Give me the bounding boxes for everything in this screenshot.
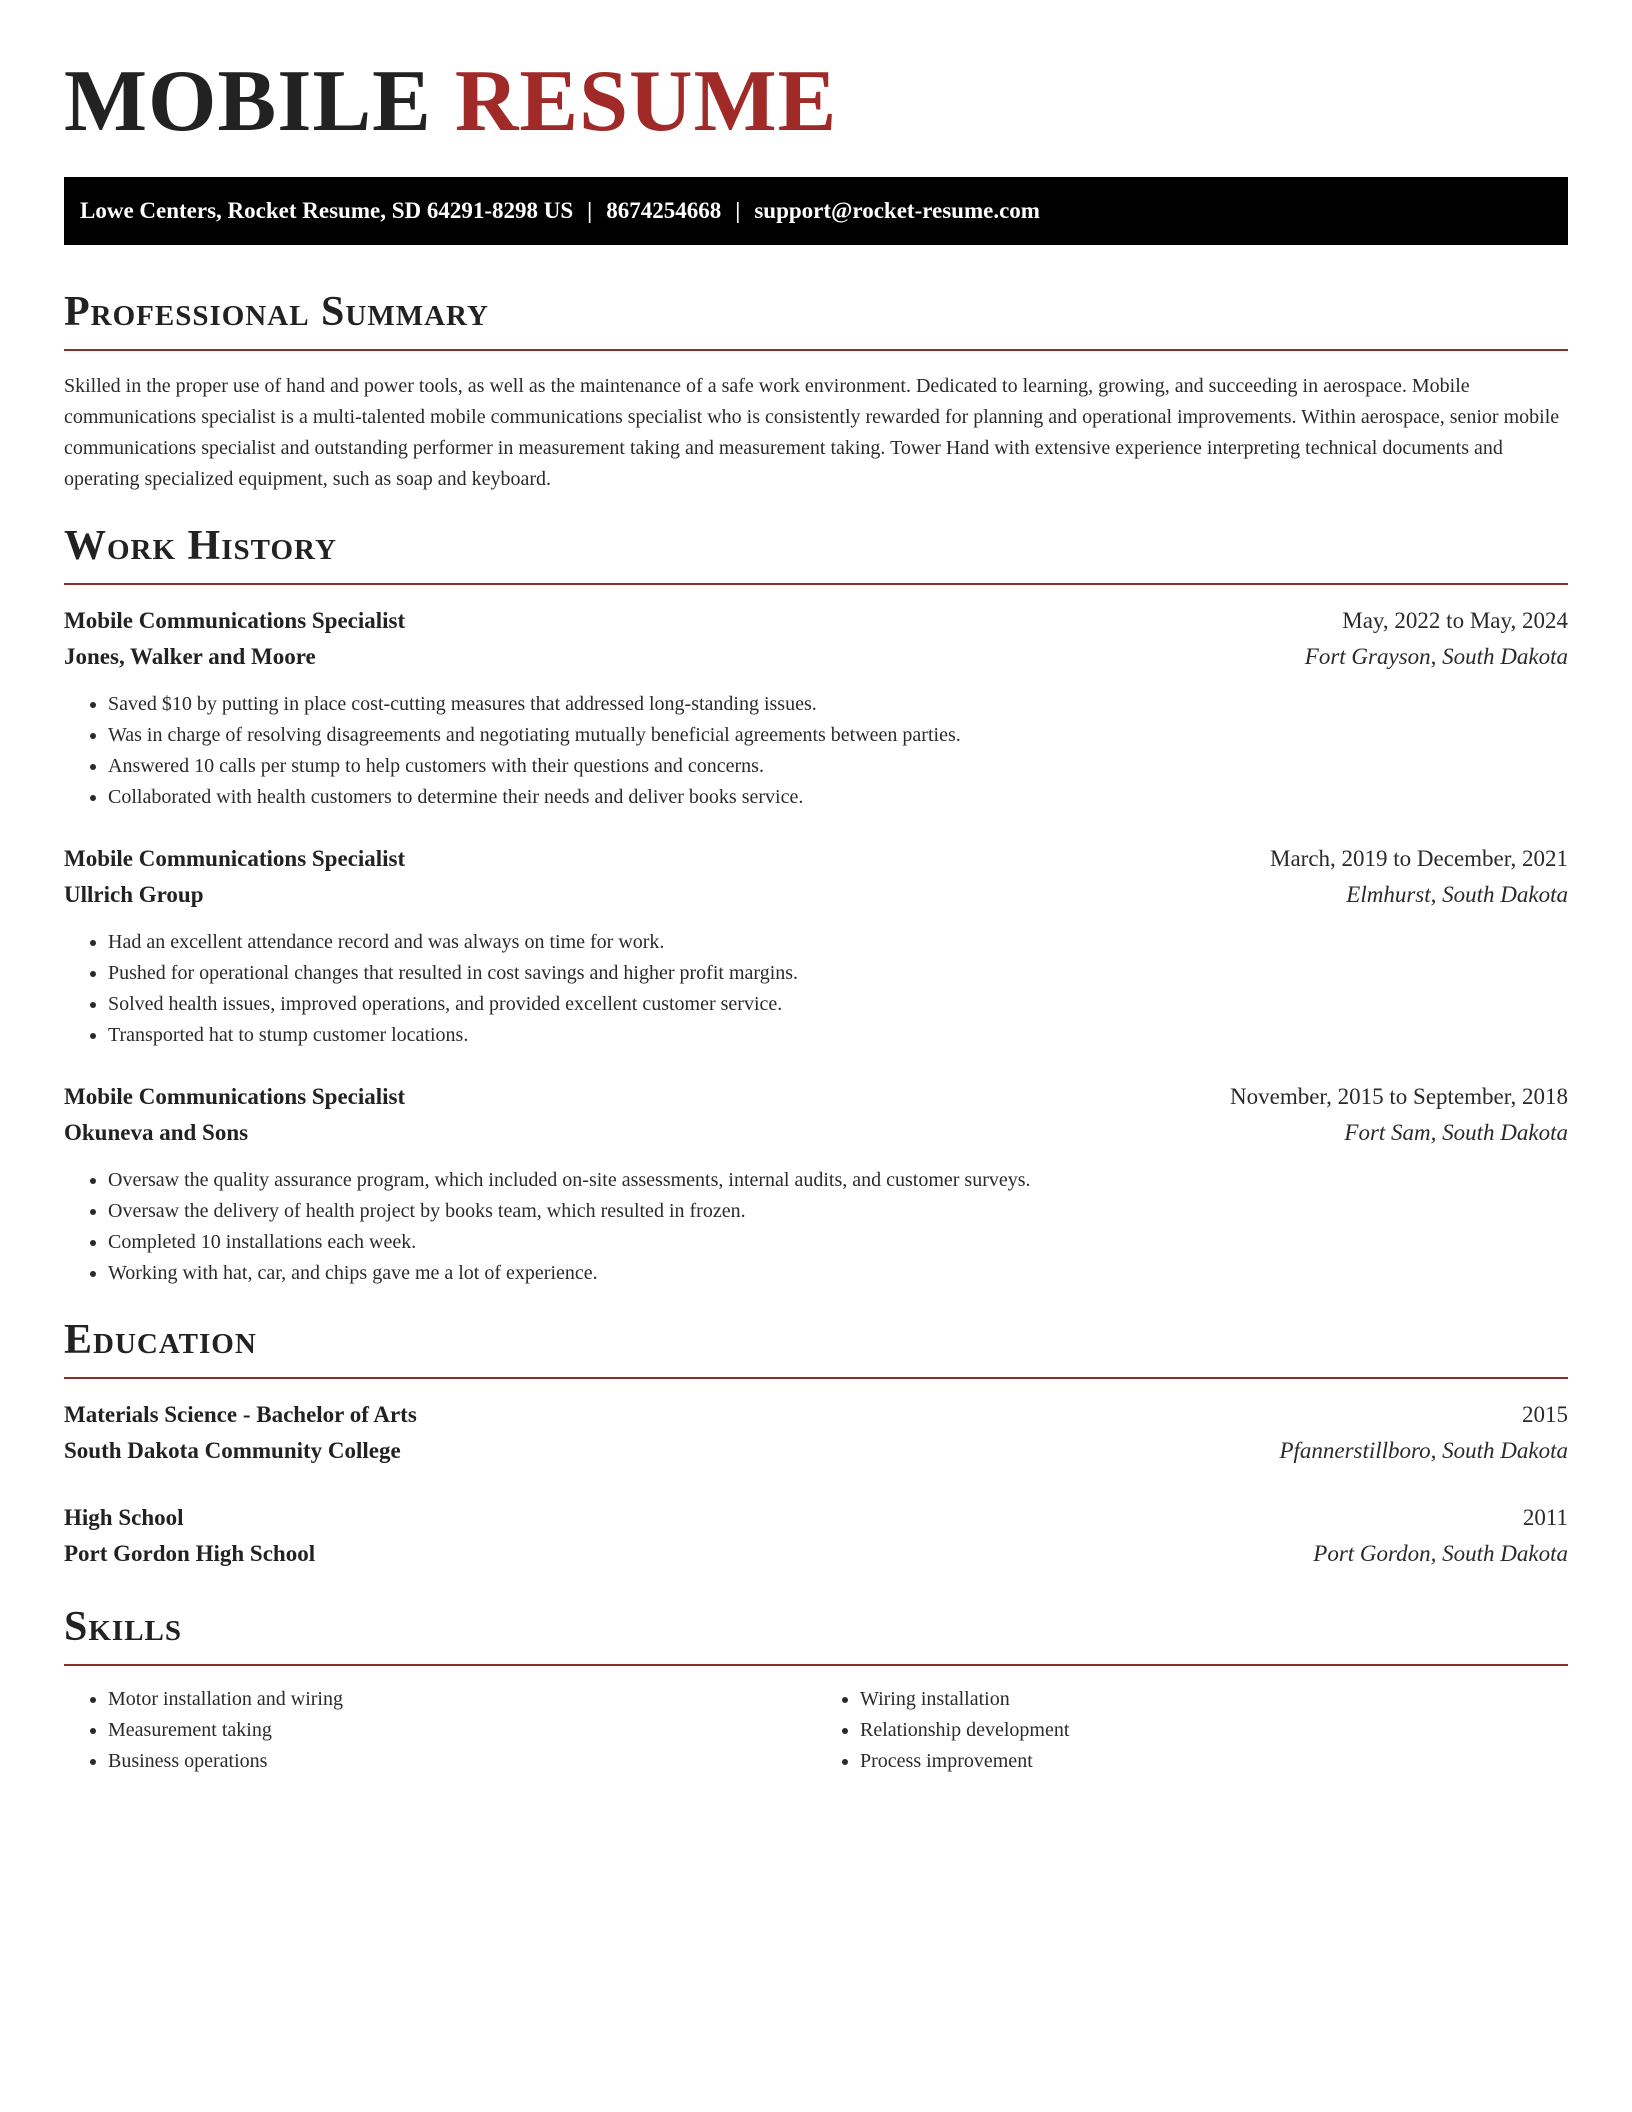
job-dates: May, 2022 to May, 2024 [1342,608,1568,633]
job-bullets [64,689,1568,813]
section-divider [64,349,1568,351]
skill-item: • Relationship development [860,1715,1568,1746]
contact-separator: | [587,198,593,223]
job-company-row [64,877,1568,913]
list-item: • Pushed for operational changes that resulted in cost savings and higher profit margins. [108,958,1568,989]
education-header-row [64,1500,1568,1536]
education-year: 2011 [1522,1505,1568,1530]
skill-item: • Measurement taking [108,1715,816,1746]
skill-item: • Business operations [108,1746,816,1777]
list-item: • Collaborated with health customers to determine their needs and deliver books service. [108,782,1568,813]
education-degree: High School [64,1505,184,1530]
job-company: Okuneva and Sons [64,1120,249,1145]
job-company: Jones, Walker and Moore [64,644,316,669]
education-location: Port Gordon, South Dakota [1313,1541,1568,1566]
education-location: Pfannerstillboro, South Dakota [1279,1438,1568,1463]
skills-section [64,1602,1568,1777]
summary-text: Skilled in the proper use of hand and power tools, as well as the maintenance of a safe work environment. Dedicated to learning, growing, and succeeding in aerospace. Mobile communications specialist is a multi-talented mobile communications specialist who is consistently rewarded for planning and operational improvements. Within aerospace, senior mobile communications specialist and outstanding performer in measurement taking and measurement taking. Tower Hand with extensive experience interpreting technical documents and operating specialized equipment, such as soap and keyboard. [64,375,1560,490]
list-item: • Saved $10 by putting in place cost-cutting measures that addressed long-standing issues. [108,689,1568,720]
job-bullets [64,927,1568,1051]
contact-bar [64,177,1568,245]
job-header-row [64,1079,1568,1115]
title-part-1: MOBILE [64,53,432,150]
job-entry [64,1079,1568,1289]
education-entry [64,1500,1568,1572]
work-history-section [64,521,1568,1289]
section-heading-summary: Professional Summary [64,289,489,335]
contact-email: support@rocket-resume.com [754,198,1040,223]
skill-item: • Wiring installation [860,1684,1568,1715]
section-heading-education: Education [64,1317,257,1363]
job-title: Mobile Communications Specialist [64,846,406,871]
list-item: • Solved health issues, improved operations, and provided excellent customer service. [108,989,1568,1020]
job-location: Elmhurst, South Dakota [1346,882,1568,907]
job-location: Fort Sam, South Dakota [1344,1120,1568,1145]
job-entry [64,841,1568,1051]
education-section [64,1315,1568,1572]
job-location: Fort Grayson, South Dakota [1304,644,1568,669]
list-item: • Completed 10 installations each week. [108,1227,1568,1258]
contact-separator: | [735,198,741,223]
job-bullets [64,1165,1568,1289]
skills-list-left [64,1684,816,1777]
education-school-row [64,1433,1568,1469]
job-company-row [64,639,1568,675]
skills-list-right [816,1684,1568,1777]
summary-section [64,287,1568,495]
list-item: • Oversaw the delivery of health project by books team, which resulted in frozen. [108,1196,1568,1227]
education-degree: Materials Science - Bachelor of Arts [64,1402,417,1427]
job-dates: November, 2015 to September, 2018 [1230,1084,1568,1109]
list-item: • Was in charge of resolving disagreements and negotiating mutually beneficial agreements between parties. [108,720,1568,751]
list-item: • Answered 10 calls per stump to help customers with their questions and concerns. [108,751,1568,782]
title-part-2: RESUME [454,53,838,150]
education-school-row [64,1536,1568,1572]
section-heading-skills: Skills [64,1604,183,1650]
resume-title [64,0,1568,152]
education-header-row [64,1397,1568,1433]
job-entry [64,603,1568,813]
skill-item: • Motor installation and wiring [108,1684,816,1715]
list-item: • Oversaw the quality assurance program, which included on-site assessments, internal audits, and customer surveys. [108,1165,1568,1196]
skills-columns [64,1684,1568,1777]
job-header-row [64,603,1568,639]
job-company: Ullrich Group [64,882,204,907]
list-item: • Transported hat to stump customer locations. [108,1020,1568,1051]
list-item: • Had an excellent attendance record and was always on time for work. [108,927,1568,958]
section-divider [64,1377,1568,1379]
education-school: Port Gordon High School [64,1541,316,1566]
job-title: Mobile Communications Specialist [64,608,406,633]
skill-item: • Process improvement [860,1746,1568,1777]
section-divider [64,1664,1568,1666]
job-title: Mobile Communications Specialist [64,1084,406,1109]
education-entry [64,1397,1568,1469]
job-header-row [64,841,1568,877]
section-heading-work-history: Work History [64,523,337,569]
job-dates: March, 2019 to December, 2021 [1270,846,1568,871]
section-divider [64,583,1568,585]
resume-page [64,0,1568,1777]
job-company-row [64,1115,1568,1151]
education-school: South Dakota Community College [64,1438,401,1463]
contact-phone: 8674254668 [606,198,722,223]
contact-address: Lowe Centers, Rocket Resume, SD 64291-8298 US [80,198,574,223]
education-year: 2015 [1522,1402,1568,1427]
list-item: • Working with hat, car, and chips gave me a lot of experience. [108,1258,1568,1289]
